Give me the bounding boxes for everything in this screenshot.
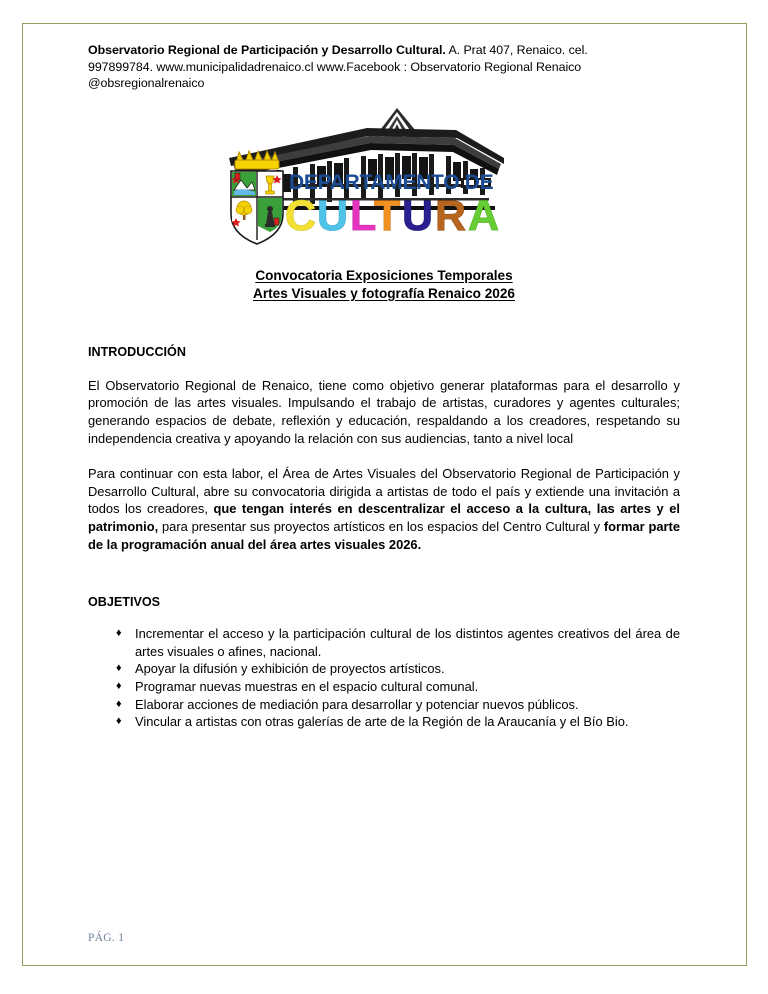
- page-title: [88, 267, 680, 303]
- diamond-bullet-icon: ♦: [116, 697, 122, 710]
- list-item-text: Incrementar el acceso y la participación cultural de los distintos agentes creativos del área de artes visuales o afines, nacional.: [135, 626, 680, 659]
- svg-text:U: U: [317, 191, 348, 240]
- intro-p2-part1: Para continuar con esta labor, el Área de Artes Visuales del Observatorio Regional de Participación y Desarrollo Cultural, abre su convocatoria dirigida a artistas de todo el país y extiende una invitación a todos los creadores,: [88, 466, 680, 517]
- page-content: [88, 42, 680, 731]
- objetivos-list: [88, 625, 680, 731]
- diamond-bullet-icon: ♦: [116, 662, 122, 675]
- document-header: [88, 42, 680, 92]
- diamond-bullet-icon: ♦: [116, 679, 122, 692]
- intro-paragraph-2: [88, 465, 680, 553]
- list-item-text: Vincular a artistas con otras galerías de arte de la Región de la Araucanía y el Bío Bio.: [135, 714, 629, 730]
- intro-p2-bold2: formar parte de la programación anual del área artes visuales 2026.: [88, 518, 680, 552]
- title-line-2: Artes Visuales y fotografía Renaico 2026: [253, 285, 515, 301]
- svg-text:T: T: [374, 191, 400, 240]
- svg-text:C: C: [285, 191, 316, 240]
- list-item: [88, 625, 680, 660]
- svg-text:L: L: [350, 191, 376, 240]
- renaico-coat-of-arms-icon: [231, 151, 283, 244]
- diamond-bullet-icon: ♦: [116, 627, 122, 640]
- list-item-text: Programar nuevas muestras en el espacio cultural comunal.: [135, 678, 479, 694]
- list-item: [88, 696, 680, 714]
- header-contact-line: 997899784. www.municipalidadrenaico.cl www.Facebook : Observatorio Regional Renaico: [88, 59, 582, 74]
- diamond-bullet-icon: ♦: [116, 715, 122, 728]
- departamento-de-cultura-logo: [221, 106, 511, 251]
- svg-text:R: R: [435, 191, 466, 240]
- intro-p2-part2: para presentar sus proyectos artísticos en los espacios del Centro Cultural y: [158, 518, 604, 534]
- list-item: [88, 660, 680, 678]
- intro-paragraph-1: El Observatorio Regional de Renaico, tiene como objetivo generar plataformas para el desarrollo y promoción de las artes visuales. Impulsando el trabajo de artistas, curadores y agentes culturales; generando espacios de debate, reflexión y educación, respaldando a los creadores, respetando su independencia creativa y apoyando la relación con sus audiencias, tanto a nivel local: [88, 377, 680, 446]
- list-item: [88, 713, 680, 731]
- header-social-handle: @obsregionalrenaico: [88, 76, 205, 91]
- logo-line1-text: DEPARTAMENTO DE: [289, 170, 494, 194]
- list-item: [88, 678, 680, 696]
- list-item-text: Apoyar la difusión y exhibición de proyectos artísticos.: [135, 661, 445, 677]
- list-item-text: Elaborar acciones de mediación para desarrollar y potenciar nuevos públicos.: [135, 696, 579, 712]
- page-number-footer: PÁG. 1: [88, 932, 125, 944]
- title-line-1: Convocatoria Exposiciones Temporales: [255, 267, 513, 283]
- header-address: A. Prat 407, Renaico. cel.: [445, 43, 588, 57]
- svg-text:A: A: [468, 191, 499, 240]
- intro-p2-bold1: que tengan interés en descentralizar el acceso a la cultura, las artes y el patrimonio,: [88, 501, 680, 534]
- section-heading-introduccion: INTRODUCCIÓN: [88, 344, 186, 359]
- svg-text:U: U: [402, 191, 433, 240]
- header-org-name: Observatorio Regional de Participación y Desarrollo Cultural.: [88, 43, 446, 57]
- logo-block: [88, 106, 680, 251]
- section-heading-objetivos: OBJETIVOS: [88, 595, 161, 610]
